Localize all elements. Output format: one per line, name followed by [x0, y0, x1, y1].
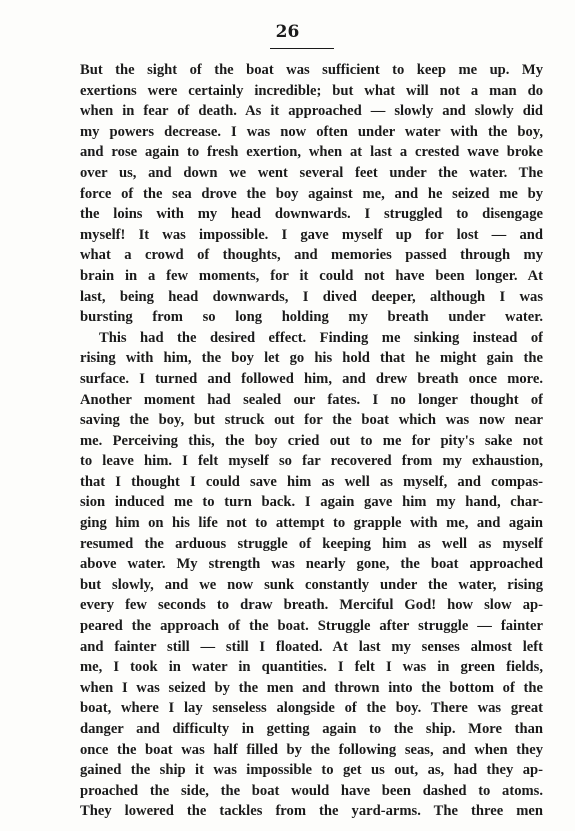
- body-text: [80, 60, 543, 822]
- text-line: sion induced me to turn back. I again gave him my hand, char-: [80, 494, 543, 511]
- text-line: Another moment had sealed our fates. I no longer thought of: [80, 391, 543, 408]
- text-line: me, I took in water in quantities. I felt I was in green fields,: [80, 659, 543, 676]
- text-line: and rose again to fresh exertion, when at last a crested wave broke: [80, 144, 543, 161]
- page-number-rule: [270, 48, 334, 49]
- text-line: bursting from so long holding my breath under water.: [80, 309, 543, 326]
- text-line: over us, and down we went several feet under the water. The: [80, 164, 543, 181]
- text-line: that I thought I could save him as well as myself, and compas-: [80, 473, 543, 490]
- page-number: 26: [275, 22, 300, 42]
- text-line: to leave him. I felt myself so far recovered from my exhaustion,: [80, 453, 543, 470]
- text-line: when I was seized by the men and thrown into the bottom of the: [80, 679, 543, 696]
- text-line: resumed the arduous struggle of keeping him as well as myself: [80, 535, 543, 552]
- text-line: the loins with my head downwards. I struggled to disengage: [80, 206, 543, 223]
- text-line: This had the desired effect. Finding me sinking instead of: [99, 329, 543, 346]
- text-line: peared the approach of the boat. Struggle after struggle — fainter: [80, 618, 543, 635]
- text-line: ging him on his life not to attempt to grapple with me, and again: [80, 515, 543, 532]
- text-line: But the sight of the boat was sufficient to keep me up. My: [80, 62, 543, 78]
- text-line: gained the ship it was impossible to get us out, as, had they ap-: [80, 762, 543, 779]
- text-line: when in fear of death. As it approached — slowly and slowly did: [80, 103, 543, 120]
- text-line: surface. I turned and followed him, and drew breath once more.: [80, 370, 543, 387]
- text-line: every few seconds to draw breath. Merciful God! how slow ap-: [80, 597, 543, 614]
- text-line: what a crowd of thoughts, and memories passed through my: [80, 247, 543, 264]
- text-line: proached the side, the boat would have been dashed to atoms.: [80, 782, 543, 799]
- text-line: me. Perceiving this, the boy cried out to me for pity's sake not: [80, 432, 543, 449]
- text-line: brain in a few moments, for it could not have been longer. At: [80, 267, 543, 284]
- text-line: once the boat was half filled by the following seas, and when they: [80, 741, 543, 758]
- text-line: myself! It was impossible. I gave myself up for lost — and: [80, 226, 543, 243]
- text-line: last, being head downwards, I dived deeper, although I was: [80, 288, 543, 305]
- text-line: my powers decrease. I was now often under water with the boy,: [80, 123, 543, 140]
- text-line: exertions were certainly incredible; but what will not a man do: [80, 82, 543, 99]
- text-line: and fainter still — still I floated. At last my senses almost left: [80, 638, 543, 655]
- text-line: boat, where I lay senseless alongside of the boy. There was great: [80, 700, 543, 717]
- text-line: danger and difficulty in getting again to the ship. More than: [80, 721, 543, 737]
- text-line: They lowered the tackles from the yard-arms. The three men: [80, 803, 543, 820]
- text-line: above water. My strength was nearly gone, the boat approached: [80, 556, 543, 573]
- text-line: rising with him, the boy let go his hold that he might gain the: [80, 350, 543, 367]
- text-line: saving the boy, but struck out for the boat which was now near: [80, 412, 543, 429]
- text-line: force of the sea drove the boy against me, and he seized me by: [80, 185, 543, 202]
- text-line: but slowly, and we now sunk constantly under the water, rising: [80, 576, 543, 593]
